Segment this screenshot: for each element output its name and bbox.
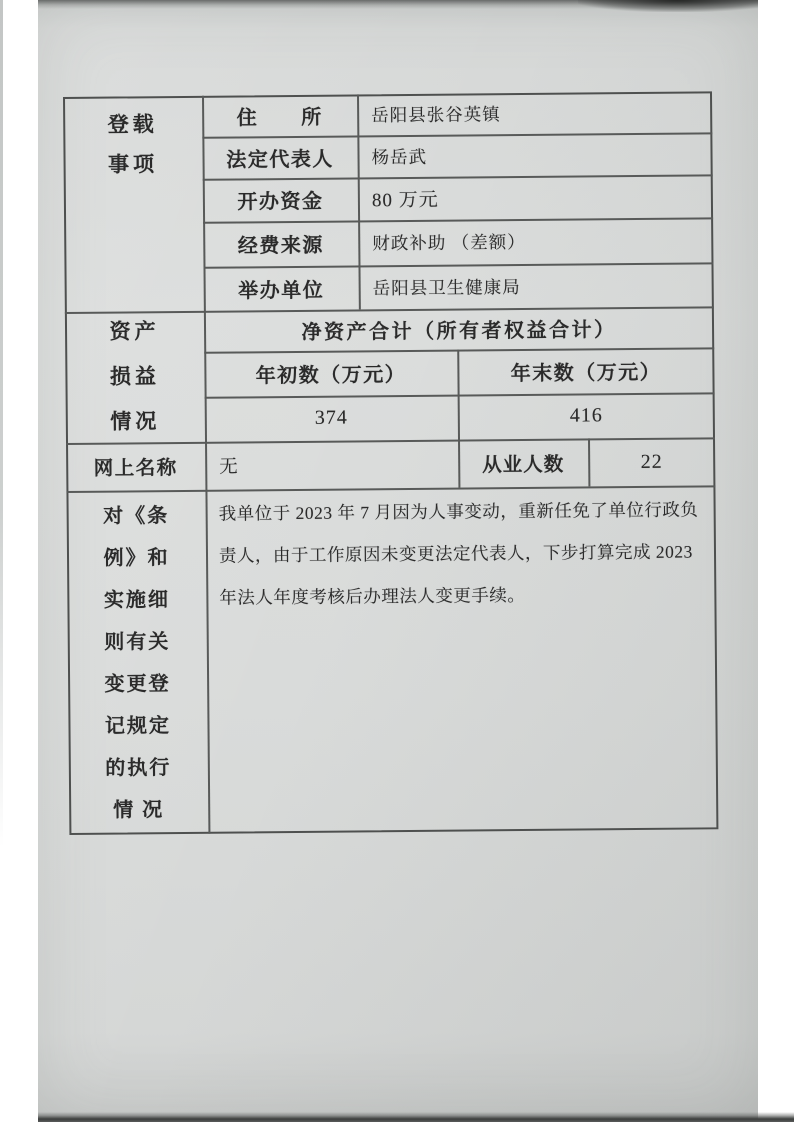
regulation-header-line: 记规定 [104, 715, 172, 738]
regulation-section-header [66, 490, 208, 835]
sponsor-unit-label: 举办单位 [238, 279, 325, 302]
regulation-header-line: 变更登 [104, 673, 171, 696]
residence-value: 岳阳县张谷英镇 [371, 104, 501, 126]
funding-source-value: 财政补助 （差额） [372, 231, 526, 254]
legal-representative-value: 杨岳武 [371, 146, 428, 167]
startup-capital-label: 开办资金 [237, 190, 324, 214]
regulation-content-line: 年法人年度考核后办理法人变更手续。 [219, 584, 526, 608]
regulation-header-line: 对《条 [103, 505, 170, 528]
year-begin-label: 年初数（万元） [255, 364, 407, 388]
scan-bottom-edge [38, 1112, 794, 1122]
funding-source-label: 经费来源 [237, 234, 324, 258]
assets-header-line: 情况 [110, 409, 161, 434]
registration-table [63, 91, 718, 835]
staff-count-value: 22 [640, 450, 663, 473]
year-begin-value: 374 [314, 406, 348, 429]
residence-label: 住 所 [236, 106, 323, 130]
assets-section-header [65, 311, 205, 443]
regulation-header-line: 实施细 [103, 589, 170, 612]
paper-top-corner-shadow [578, 0, 758, 12]
regulation-header-line: 例》和 [103, 547, 170, 570]
registered-items-header-line: 事项 [107, 152, 159, 177]
year-end-value: 416 [569, 404, 603, 427]
online-name-value: 无 [219, 457, 239, 478]
online-name-label: 网上名称 [93, 458, 178, 480]
regulation-header-line: 则有关 [104, 631, 171, 654]
regulation-content-line: 我单位于 2023 年 7 月因为人事变动，重新任免了单位行政负 [218, 499, 699, 524]
regulation-content [205, 485, 718, 833]
startup-capital-value: 80 万元 [371, 189, 439, 212]
net-assets-title: 净资产合计（所有者权益合计） [301, 319, 617, 344]
regulation-header-line: 的执行 [105, 757, 172, 780]
paper-sheet [38, 0, 758, 1122]
assets-header-line: 损益 [109, 364, 161, 389]
regulation-header-line: 情 况 [113, 799, 165, 822]
legal-representative-label: 法定代表人 [226, 148, 334, 172]
assets-header-line: 资产 [109, 319, 160, 344]
year-end-label: 年末数（万元） [510, 361, 662, 386]
regulation-content-line: 责人，由于工作原因未变更法定代表人，下步打算完成 2023 [218, 541, 693, 566]
registered-items-header-line: 登载 [107, 112, 158, 137]
registered-items-header [63, 96, 204, 312]
sponsor-unit-value: 岳阳县卫生健康局 [372, 276, 521, 298]
staff-count-label: 从业人数 [482, 454, 565, 477]
scan-left-edge [0, 0, 3, 848]
